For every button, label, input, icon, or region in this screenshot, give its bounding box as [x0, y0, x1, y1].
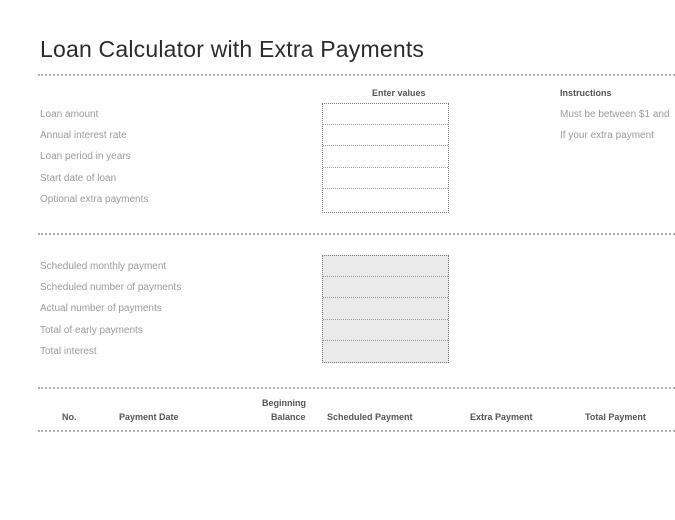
summary-values-box	[322, 255, 449, 363]
page-title: Loan Calculator with Extra Payments	[40, 36, 425, 62]
table-header-divider	[38, 430, 675, 432]
start-date-input[interactable]	[323, 169, 448, 189]
scheduled-monthly-payment-value	[323, 256, 448, 277]
col-header-payment-date: Payment Date	[119, 412, 179, 422]
loan-period-input[interactable]	[323, 148, 448, 168]
scheduled-number-payments-label: Scheduled number of payments	[40, 282, 182, 293]
loan-amount-input[interactable]	[323, 105, 448, 125]
total-early-payments-label: Total of early payments	[40, 325, 143, 336]
loan-period-label: Loan period in years	[40, 151, 131, 162]
extra-payments-cell	[323, 190, 448, 211]
extra-payments-label: Optional extra payments	[40, 194, 149, 205]
loan-period-cell	[323, 147, 448, 168]
total-early-payments-value	[323, 320, 448, 341]
enter-values-header: Enter values	[372, 88, 426, 98]
loan-amount-instruction: Must be between $1 and	[560, 109, 670, 120]
col-header-no: No.	[62, 412, 77, 422]
scheduled-monthly-payment-label: Scheduled monthly payment	[40, 261, 167, 272]
summary-divider	[38, 387, 675, 389]
annual-interest-rate-input[interactable]	[323, 126, 448, 146]
interest-rate-instruction: If your extra payment	[560, 130, 654, 141]
loan-amount-cell	[323, 104, 448, 125]
start-date-label: Start date of loan	[40, 173, 117, 184]
input-values-box	[322, 103, 449, 213]
col-header-beginning-top: Beginning	[262, 398, 306, 408]
total-interest-label: Total interest	[40, 346, 97, 357]
total-interest-value	[323, 342, 448, 363]
extra-payments-input[interactable]	[323, 190, 448, 211]
actual-number-payments-label: Actual number of payments	[40, 303, 162, 314]
annual-interest-rate-label: Annual interest rate	[40, 130, 127, 141]
scheduled-number-payments-value	[323, 277, 448, 298]
start-date-cell	[323, 168, 448, 189]
interest-rate-cell	[323, 125, 448, 146]
col-header-scheduled-payment: Scheduled Payment	[327, 412, 413, 422]
actual-number-payments-value	[323, 299, 448, 320]
col-header-balance: Balance	[271, 412, 306, 422]
col-header-total-payment: Total Payment	[585, 412, 646, 422]
inputs-divider	[38, 233, 675, 235]
loan-amount-label: Loan amount	[40, 109, 99, 120]
col-header-extra-payment: Extra Payment	[470, 412, 533, 422]
title-divider	[38, 74, 675, 76]
instructions-header: Instructions	[560, 88, 612, 98]
